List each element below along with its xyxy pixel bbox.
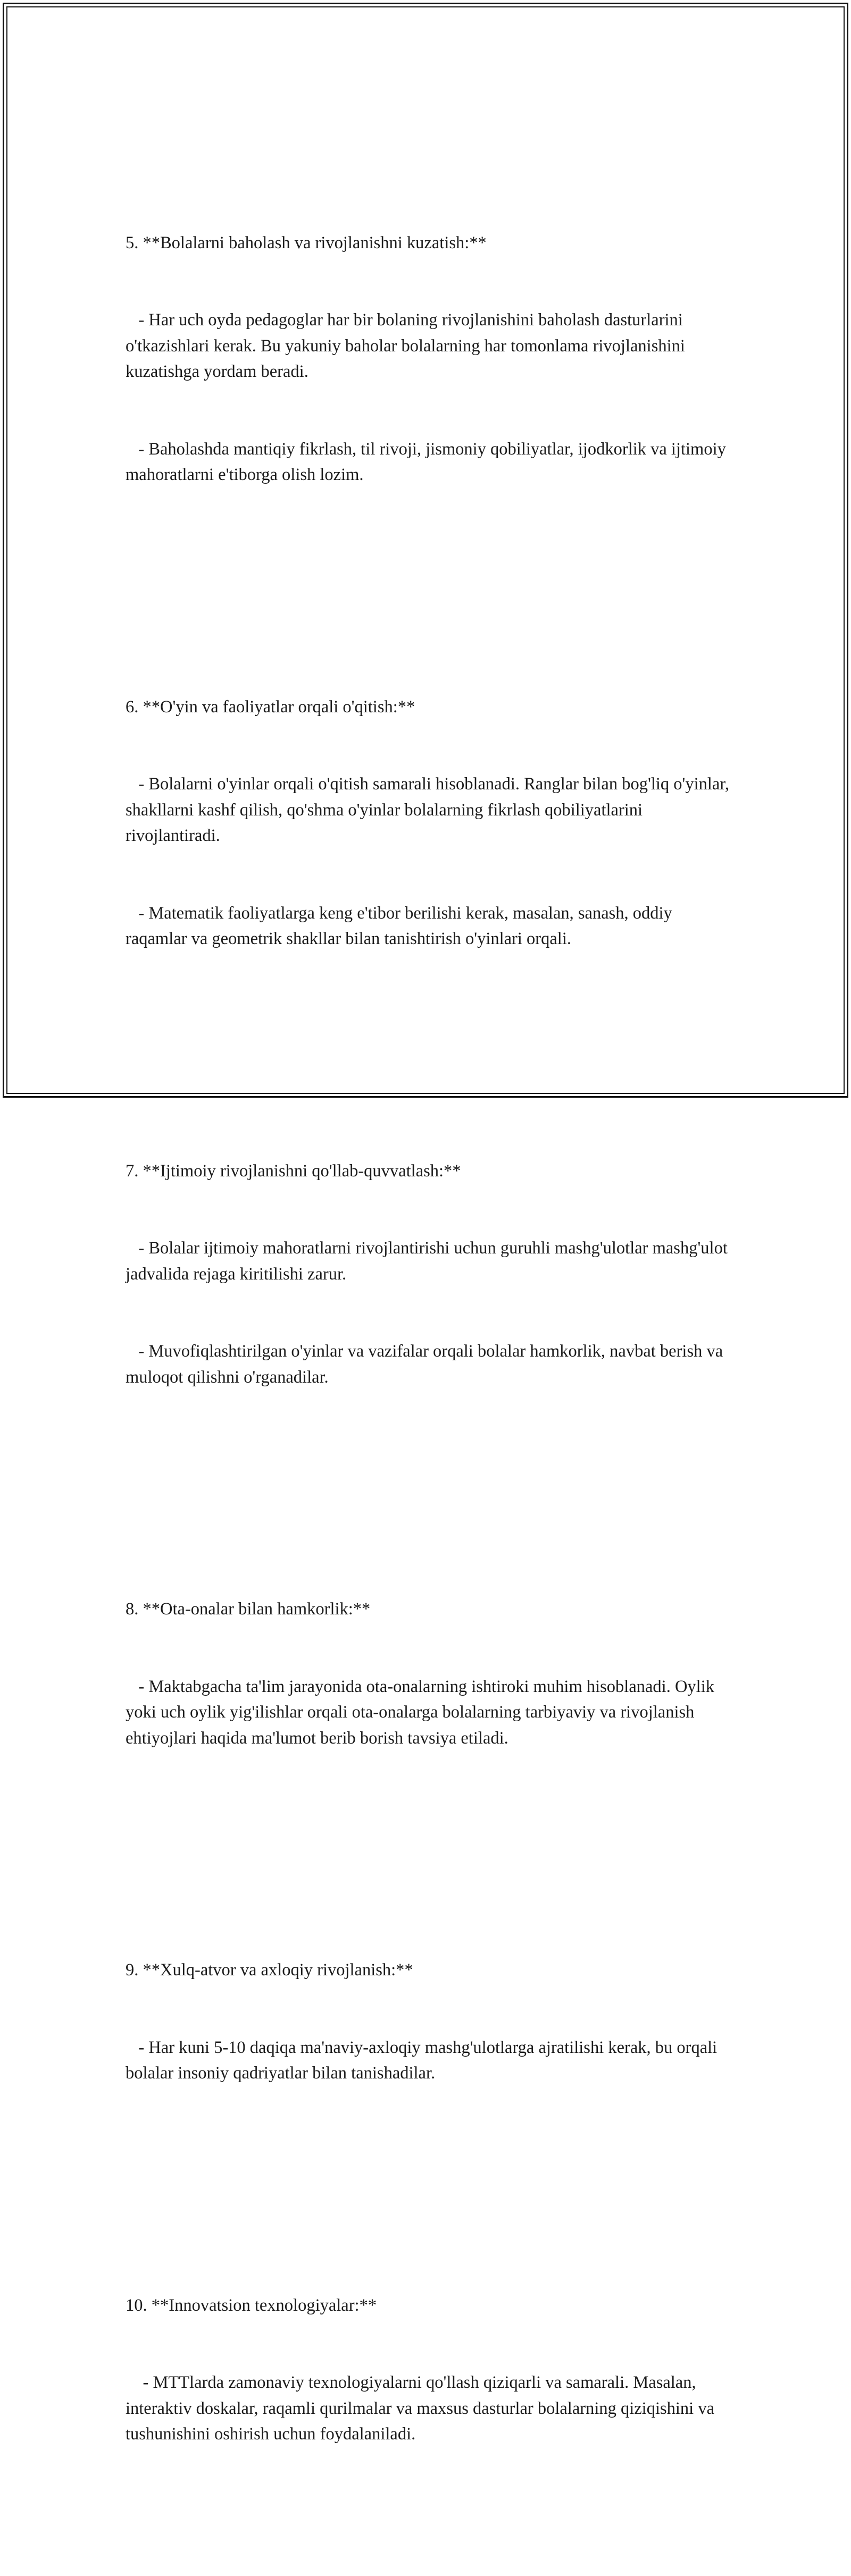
section-paragraph: - Bolalarni o'yinlar orqali o'qitish samarali hisoblanadi. Ranglar bilan bog'liq o'yinlar, shakllarni kashf qilish, qo'shma o'yinlar bolalarning fikrlash qobiliyatlarini rivojlantiradi. — [126, 775, 734, 845]
section-5 — [126, 179, 737, 540]
section-10 — [126, 2241, 737, 2499]
section-9 — [126, 1906, 737, 2138]
section-heading: 9. **Xulq-atvor va axloqiy rivojlanish:** — [126, 1960, 413, 1980]
section-heading: 8. **Ota-onalar bilan hamkorlik:** — [126, 1600, 371, 1619]
section-heading: 10. **Innovatsion texnologiyalar:** — [126, 2295, 377, 2315]
section-paragraph: - Matematik faoliyatlarga keng e'tibor berilishi kerak, masalan, sanash, oddiy raqamlar va geometrik shakllar bilan tanishtirish o'yinlari orqali. — [126, 903, 677, 948]
section-heading: 6. **O'yin va faoliyatlar orqali o'qitish:** — [126, 697, 415, 717]
section-paragraph: - Baholashda mantiqiy fikrlash, til rivoji, jismoniy qobiliyatlar, ijodkorlik va ijtimoiy mahoratlarni e'tiborga olish lozim. — [126, 439, 730, 484]
section-paragraph: - Maktabgacha ta'lim jarayonida ota-onalarning ishtiroki muhim hisoblanadi. Oylik yoki uch oylik yig'ilishlar orqali ota-onalarga bolalarning tarbiyaviy va rivojlanish ehtiyojlari haqida ma'lumot berib borish tavsiya etiladi. — [126, 1677, 719, 1748]
document-body — [126, 101, 737, 2576]
section-8 — [126, 1545, 737, 1803]
section-paragraph: - Bolalar ijtimoiy mahoratlarni rivojlantirishi uchun guruhli mashg'ulotlar mashg'ulot jadvalida rejaga kiritilishi zarur. — [126, 1239, 732, 1284]
section-heading: 7. **Ijtimoiy rivojlanishni qo'llab-quvvatlash:** — [126, 1161, 461, 1181]
section-6 — [126, 643, 737, 1004]
section-7 — [126, 1107, 737, 1442]
section-paragraph: - Har kuni 5-10 daqiqa ma'naviy-axloqiy mashg'ulotlarga ajratilishi kerak, bu orqali bolalar insoniy qadriyatlar bilan tanishadilar. — [126, 2038, 722, 2083]
section-paragraph: - Har uch oyda pedagoglar har bir bolaning rivojlanishini baholash dasturlarini o'tkazishlari kerak. Bu yakuniy baholar bolalarning har tomonlama rivojlanishini kuzatishga yordam beradi. — [126, 310, 690, 381]
section-heading: 5. **Bolalarni baholash va rivojlanishni kuzatish:** — [126, 233, 487, 252]
section-paragraph: - Muvofiqlashtirilgan o'yinlar va vazifalar orqali bolalar hamkorlik, navbat berish va muloqot qilishni o'rganadilar. — [126, 1342, 728, 1387]
section-paragraph: - MTTlarda zamonaviy texnologiyalarni qo'llash qiziqarli va samarali. Masalan, interaktiv doskalar, raqamli qurilmalar va maxsus dasturlar bolalarning qiziqishini va tushunishini oshirish uchun foydalaniladi. — [126, 2373, 719, 2444]
